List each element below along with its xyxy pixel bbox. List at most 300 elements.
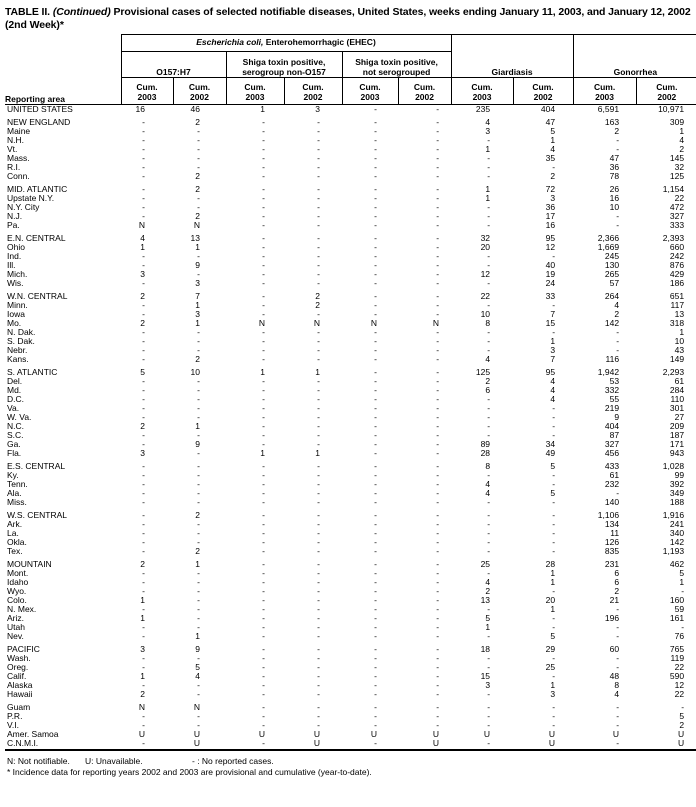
cell: - xyxy=(262,172,265,181)
cell: 6 xyxy=(614,578,620,587)
row-label: Del. xyxy=(7,377,23,386)
cell: U xyxy=(138,730,145,739)
cell: - xyxy=(436,587,440,596)
row-label: UNITED STATES xyxy=(7,104,73,114)
cell: - xyxy=(374,212,377,221)
cell: - xyxy=(616,721,620,730)
cell: - xyxy=(197,194,200,203)
cell: - xyxy=(142,154,145,163)
cell: - xyxy=(573,739,636,750)
cell: - xyxy=(374,301,377,310)
cell: - xyxy=(262,654,265,663)
cell: 2 xyxy=(614,310,620,319)
row-label: Ohio xyxy=(7,243,25,252)
cell: - xyxy=(317,480,320,489)
cell: - xyxy=(197,395,200,404)
table-row xyxy=(5,440,696,449)
cell: - xyxy=(317,712,320,721)
row-label: N. Mex. xyxy=(7,605,37,614)
cell: 24 xyxy=(545,279,556,288)
cell: - xyxy=(317,154,320,163)
table-row xyxy=(5,395,696,404)
cell: 327 xyxy=(604,440,620,449)
cell: - xyxy=(197,712,200,721)
cell: - xyxy=(342,739,398,750)
cell: 2 xyxy=(195,185,200,194)
cell: - xyxy=(142,163,145,172)
cell: 196 xyxy=(604,614,620,623)
cell: - xyxy=(552,252,556,261)
cell: 160 xyxy=(669,596,685,605)
cell: 5 xyxy=(485,614,491,623)
cell: - xyxy=(142,520,145,529)
cell: - xyxy=(436,632,440,641)
cell: 12 xyxy=(674,681,685,690)
cell: - xyxy=(197,136,200,145)
cell: 4 xyxy=(485,489,491,498)
cell: 1,193 xyxy=(662,547,685,556)
cell: - xyxy=(552,511,556,520)
cell: 1 xyxy=(485,145,491,154)
cell: - xyxy=(142,185,145,194)
cell: - xyxy=(374,127,377,136)
cell: - xyxy=(197,346,200,355)
reporting-area-label: Reporting area xyxy=(5,93,65,104)
cell: 7 xyxy=(550,310,556,319)
cell: - xyxy=(262,703,265,712)
row-label: Mass. xyxy=(7,154,30,163)
cell: 2,393 xyxy=(662,234,685,243)
cell: 60 xyxy=(609,645,620,654)
legend-line xyxy=(7,756,692,767)
cell: U xyxy=(513,739,573,750)
cell: - xyxy=(142,498,145,507)
table-row xyxy=(5,623,696,632)
cell: - xyxy=(197,270,200,279)
table-row xyxy=(5,538,696,547)
cell: - xyxy=(226,739,284,750)
legend-unavailable: U: Unavailable. xyxy=(85,756,143,766)
row-label: Upstate N.Y. xyxy=(7,194,55,203)
cell: 36 xyxy=(545,203,556,212)
cell: N xyxy=(370,319,377,328)
cell: - xyxy=(436,221,440,230)
table-row xyxy=(5,310,696,319)
row-label: Nev. xyxy=(7,632,24,641)
cell: - xyxy=(317,163,320,172)
cell: 462 xyxy=(669,560,685,569)
cell: - xyxy=(436,104,440,114)
table-row xyxy=(5,449,696,458)
cell: 7 xyxy=(550,355,556,364)
cell: - xyxy=(374,261,377,270)
row-label: W.S. CENTRAL xyxy=(7,511,67,520)
cell: - xyxy=(262,422,265,431)
cell: 1 xyxy=(195,319,200,328)
cell: 61 xyxy=(674,377,685,386)
cell: 6 xyxy=(614,569,620,578)
cell: - xyxy=(317,279,320,288)
cell: - xyxy=(197,681,200,690)
cell: 5 xyxy=(195,663,200,672)
cell: - xyxy=(197,690,200,699)
cell: 163 xyxy=(604,118,620,127)
cell: - xyxy=(262,279,265,288)
cell: - xyxy=(317,413,320,422)
cell: - xyxy=(317,337,320,346)
cell: - xyxy=(681,623,685,632)
cell: - xyxy=(616,489,620,498)
table-row xyxy=(5,136,696,145)
cell: N xyxy=(432,319,440,328)
cell: - xyxy=(374,118,377,127)
cell: - xyxy=(262,404,265,413)
cell: - xyxy=(262,337,265,346)
row-label: C.N.M.I. xyxy=(5,739,121,750)
cell: - xyxy=(197,529,200,538)
cell: - xyxy=(262,145,265,154)
cell: - xyxy=(197,596,200,605)
cell: - xyxy=(317,614,320,623)
cell: - xyxy=(262,538,265,547)
cell: - xyxy=(262,154,265,163)
cell: - xyxy=(616,145,620,154)
cell: 29 xyxy=(545,645,556,654)
cell: - xyxy=(487,721,491,730)
row-label: Ark. xyxy=(7,520,23,529)
title-line1 xyxy=(5,6,692,19)
cell: - xyxy=(552,301,556,310)
cell: - xyxy=(317,547,320,556)
cell: 333 xyxy=(669,221,685,230)
cell: 19 xyxy=(545,270,556,279)
cell: 3 xyxy=(485,127,491,136)
table-row xyxy=(5,145,696,154)
cell: 4 xyxy=(614,690,620,699)
cell: - xyxy=(262,605,265,614)
cell: - xyxy=(436,194,440,203)
table-row xyxy=(5,422,696,431)
cell: 1 xyxy=(140,672,145,681)
cell: 5 xyxy=(550,489,556,498)
cum-2002-header: Cum. 2002 xyxy=(513,78,573,105)
cell: - xyxy=(374,172,377,181)
row-label: MID. ATLANTIC xyxy=(7,185,68,194)
cell: U xyxy=(193,730,200,739)
cell: 2,366 xyxy=(597,234,620,243)
cell: - xyxy=(262,301,265,310)
cell: 1 xyxy=(140,243,145,252)
cell: - xyxy=(436,703,440,712)
row-label: N.H. xyxy=(7,136,24,145)
row-label: N.C. xyxy=(7,422,24,431)
cell: 943 xyxy=(669,449,685,458)
table-row xyxy=(5,721,696,730)
cell: - xyxy=(436,440,440,449)
cell: N xyxy=(138,703,145,712)
cell: 1 xyxy=(679,578,685,587)
cell: U xyxy=(677,730,685,739)
cell: - xyxy=(436,538,440,547)
cell: U xyxy=(258,730,265,739)
cell: U xyxy=(548,730,556,739)
cell: 10 xyxy=(480,310,491,319)
cell: 5 xyxy=(550,462,556,471)
cell: - xyxy=(317,645,320,654)
cell: - xyxy=(262,355,265,364)
row-label: Ill. xyxy=(7,261,16,270)
cell: - xyxy=(142,489,145,498)
cell: - xyxy=(487,690,491,699)
cell: 2 xyxy=(195,118,200,127)
cell: 43 xyxy=(674,346,685,355)
cell: 8 xyxy=(485,462,491,471)
cell: - xyxy=(374,431,377,440)
cell: - xyxy=(317,498,320,507)
cell: 1 xyxy=(679,127,685,136)
cell: 187 xyxy=(669,431,685,440)
cell: - xyxy=(487,395,491,404)
cell: - xyxy=(317,404,320,413)
cell: - xyxy=(374,663,377,672)
cell: - xyxy=(374,632,377,641)
cell: 1 xyxy=(260,368,265,377)
table-row xyxy=(5,252,696,261)
cell: 9 xyxy=(195,440,200,449)
cell: - xyxy=(436,605,440,614)
cell: 72 xyxy=(545,185,556,194)
cell: - xyxy=(616,712,620,721)
cell: - xyxy=(436,310,440,319)
cell: - xyxy=(142,310,145,319)
table-row xyxy=(5,672,696,681)
cell: - xyxy=(487,654,491,663)
cell: 8 xyxy=(485,319,491,328)
cell: - xyxy=(262,270,265,279)
cell: U xyxy=(612,730,620,739)
row-label: W.N. CENTRAL xyxy=(7,292,68,301)
cell: 4 xyxy=(485,118,491,127)
cell: - xyxy=(436,203,440,212)
cell: - xyxy=(121,739,173,750)
row-label: Oreg. xyxy=(7,663,29,672)
cell: - xyxy=(197,462,200,471)
table-row xyxy=(5,511,696,520)
cell: 1 xyxy=(550,569,556,578)
cell: - xyxy=(317,605,320,614)
cell: - xyxy=(317,261,320,270)
cell: - xyxy=(142,252,145,261)
table-row xyxy=(5,105,696,115)
cell: - xyxy=(262,118,265,127)
cell: U xyxy=(636,739,696,750)
cell: - xyxy=(317,681,320,690)
cell: - xyxy=(374,292,377,301)
cell: - xyxy=(317,310,320,319)
cell: - xyxy=(374,529,377,538)
row-label: S. Dak. xyxy=(7,337,35,346)
row-label: Guam xyxy=(7,703,31,712)
cell: - xyxy=(142,654,145,663)
cell: - xyxy=(436,212,440,221)
table-row xyxy=(5,292,696,301)
cell: - xyxy=(487,569,491,578)
cell: 16 xyxy=(609,194,620,203)
cell: - xyxy=(262,663,265,672)
cell: - xyxy=(262,498,265,507)
row-label: Ky. xyxy=(7,471,19,480)
table-row xyxy=(5,480,696,489)
cell: - xyxy=(616,654,620,663)
cell: 284 xyxy=(669,386,685,395)
cell: 1 xyxy=(195,560,200,569)
row-label: Pa. xyxy=(7,221,20,230)
row-label: Tex. xyxy=(7,547,23,556)
cell: 3 xyxy=(485,681,491,690)
cell: - xyxy=(436,471,440,480)
cell: - xyxy=(317,212,320,221)
cell: U xyxy=(432,730,440,739)
table-row xyxy=(5,377,696,386)
cell: 12 xyxy=(545,243,556,252)
cell: - xyxy=(487,471,491,480)
cell: - xyxy=(197,578,200,587)
cell: 2 xyxy=(195,172,200,181)
cell: 87 xyxy=(609,431,620,440)
cell: - xyxy=(681,703,685,712)
cell: 309 xyxy=(669,118,685,127)
cell: - xyxy=(262,203,265,212)
cell: - xyxy=(487,520,491,529)
cell: - xyxy=(552,471,556,480)
cell: - xyxy=(552,703,556,712)
cell: - xyxy=(317,431,320,440)
cell: 3 xyxy=(140,645,145,654)
cell: - xyxy=(262,489,265,498)
cell: - xyxy=(374,614,377,623)
cell: - xyxy=(142,681,145,690)
cell: - xyxy=(262,520,265,529)
cell: - xyxy=(197,587,200,596)
table-row xyxy=(5,243,696,252)
cell: - xyxy=(262,587,265,596)
cell: 590 xyxy=(669,672,685,681)
row-label: Md. xyxy=(7,386,22,395)
cell: - xyxy=(436,569,440,578)
cell: - xyxy=(552,328,556,337)
cell: - xyxy=(374,163,377,172)
cell: 1 xyxy=(485,185,491,194)
cell: - xyxy=(374,386,377,395)
o157-header: O157:H7 xyxy=(121,52,226,78)
cell: 835 xyxy=(604,547,620,556)
table-row xyxy=(5,587,696,596)
cell: - xyxy=(262,377,265,386)
cell: 119 xyxy=(670,654,685,663)
cell: - xyxy=(436,498,440,507)
cell: 3 xyxy=(315,104,320,114)
cell: 2 xyxy=(195,355,200,364)
cell: - xyxy=(374,569,377,578)
row-label: Mo. xyxy=(7,319,22,328)
cell: - xyxy=(616,328,620,337)
cell: - xyxy=(487,404,491,413)
cell: 4 xyxy=(679,136,685,145)
cell: - xyxy=(374,355,377,364)
cell: - xyxy=(142,623,145,632)
cell: 6,591 xyxy=(597,104,620,114)
cell: 660 xyxy=(669,243,685,252)
cell: - xyxy=(142,203,145,212)
cell: U xyxy=(173,739,226,750)
cell: - xyxy=(552,587,556,596)
cell: - xyxy=(262,163,265,172)
cell: - xyxy=(374,623,377,632)
cell: - xyxy=(197,413,200,422)
table-row xyxy=(5,471,696,480)
cell: - xyxy=(552,498,556,507)
cell: 53 xyxy=(609,377,620,386)
cell: 55 xyxy=(609,395,620,404)
cell: 46 xyxy=(190,104,200,114)
table-row xyxy=(5,596,696,605)
cell: - xyxy=(317,703,320,712)
cell: - xyxy=(374,145,377,154)
cell: - xyxy=(436,118,440,127)
cell: - xyxy=(616,623,620,632)
cell: 1 xyxy=(315,449,320,458)
table-row xyxy=(5,118,696,127)
cell: - xyxy=(487,301,491,310)
cell: - xyxy=(317,654,320,663)
cell: 1 xyxy=(195,243,200,252)
row-label: NEW ENGLAND xyxy=(7,118,71,127)
row-label: N.Y. City xyxy=(7,203,40,212)
table-row xyxy=(5,355,696,364)
cell: 13 xyxy=(674,310,685,319)
cell: - xyxy=(197,377,200,386)
cell: 5 xyxy=(550,127,556,136)
cell: - xyxy=(436,413,440,422)
cell: - xyxy=(374,422,377,431)
cell: - xyxy=(616,337,620,346)
row-label: La. xyxy=(7,529,19,538)
cell: 264 xyxy=(604,292,620,301)
row-label: Amer. Samoa xyxy=(7,730,59,739)
cell: - xyxy=(317,721,320,730)
cell: 1 xyxy=(679,328,685,337)
cell: - xyxy=(436,614,440,623)
cell: - xyxy=(142,145,145,154)
cell: - xyxy=(436,596,440,605)
cell: - xyxy=(552,712,556,721)
cell: - xyxy=(142,136,145,145)
row-label: Mich. xyxy=(7,270,28,279)
cell: - xyxy=(142,377,145,386)
cell: - xyxy=(552,431,556,440)
table-row xyxy=(5,127,696,136)
cell: 27 xyxy=(674,413,685,422)
cell: 2 xyxy=(140,560,145,569)
cell: - xyxy=(374,681,377,690)
row-label: MOUNTAIN xyxy=(7,560,52,569)
row-label: Ga. xyxy=(7,440,21,449)
notifiable-diseases-table xyxy=(5,34,696,751)
cell: 34 xyxy=(545,440,556,449)
cell: 48 xyxy=(609,672,620,681)
cell: 1 xyxy=(140,596,145,605)
cell: 765 xyxy=(669,645,685,654)
